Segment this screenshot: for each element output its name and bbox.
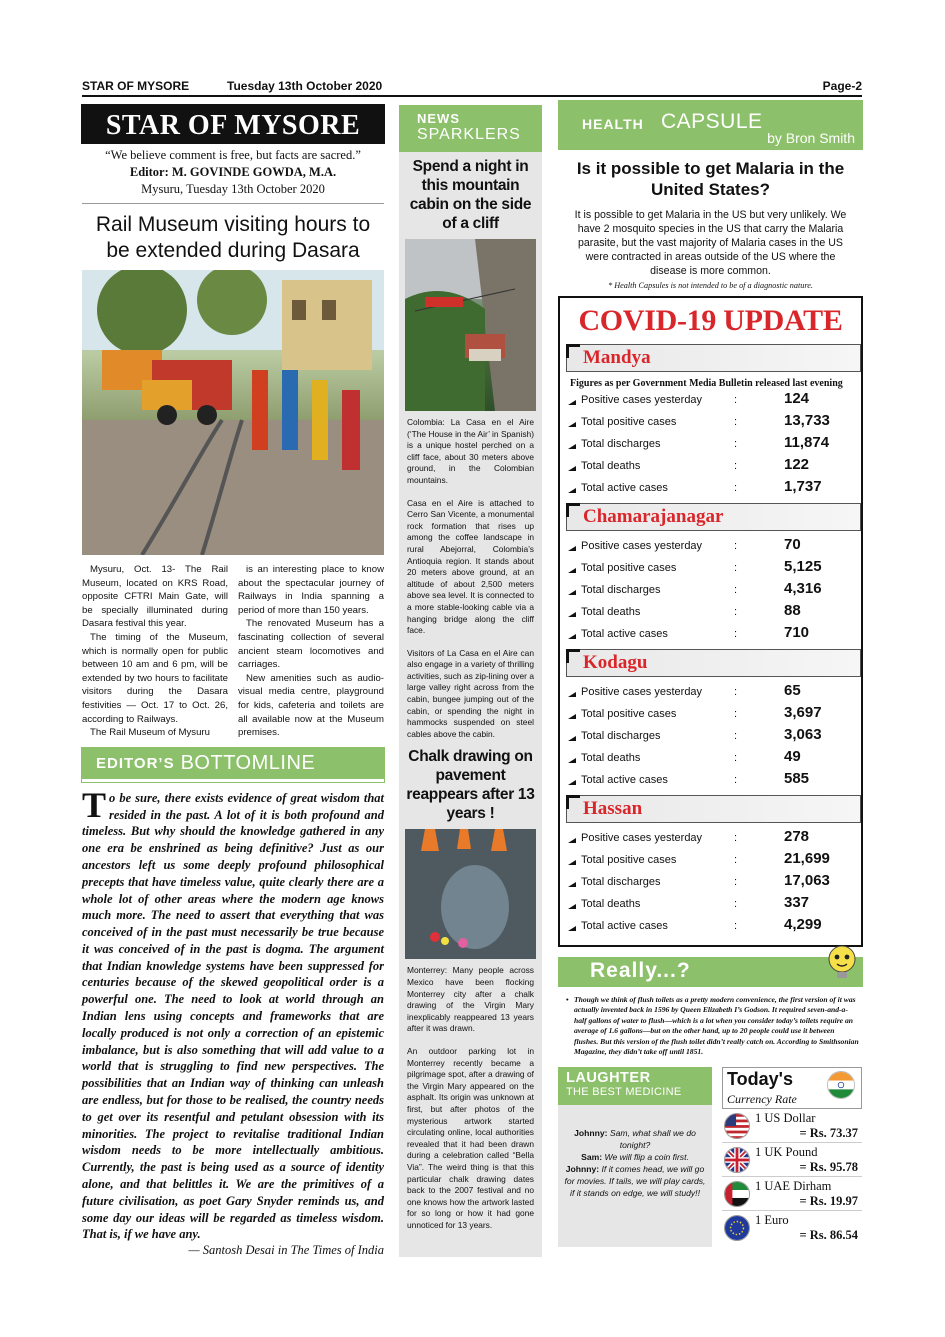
triangle-bullet-icon [568,586,576,595]
stat-separator: : [734,438,738,450]
page-number: Page-2 [822,79,862,93]
lead-para: Mysuru, Oct. 13- The Rail Museum, located on KRS Road, opposite CFTRI Main Gate, will be specially illuminated during Dasara festival this year. [82,564,228,630]
banner-bold: HEALTH [582,116,644,132]
stat-value: 49 [784,748,801,765]
stat-row [560,871,861,893]
stat-label: Positive cases yesterday [581,394,703,406]
district-name: Kodagu [583,652,648,673]
story-para: Casa en el Aire is attached to Cerro San Vicente, a monumental rock formation that rises up among the coffee landscape in rural Abejorral, Colombia’s Antioquia region. It stands about 20 meters above ground, at an altitude of about 2,500 meters above sea level. It is connected to a more stable-looking cable via a hanging bridge along the cliff face. [407,497,534,636]
stat-value: 4,299 [784,916,822,933]
story-para: Visitors of La Casa en el Aire can also engage in a variety of thrilling activities, such as zip-lining over a large valley right across from the cabin, bungee jumping out of the cabin, or spending the night in hammocks suspended on steel cables above the cabin. [407,647,534,739]
stat-value: 124 [784,390,810,407]
editorial-body: o be sure, there exists evidence of great wisdom that resided in the past. A lot of it is both profound and timeless. But why should the knowledge gathered in any one era be enshrined as being definitive? Just as our ancestors left us some deeply profound philosophical precepts that have timeless value, quite clearly there are a whole lot of other areas where the modern age knows much more. The need to assert that everything that was conceived of in the past must necessarily be true because it was conceived of in the past is dogma. The argument that Indian knowledge systems have been suppressed for centuries because of the skewed geopolitical order is a powerful one. The need to look at world through an Indian lens using concepts and frameworks that are locally produced is not only a correction of an epistemic imbalance, but is also something that will add value to a world that is struggling to find new perspectives. The possibilities that an Indian way of thinking can unleash are endless, but for those to be realised, the country needs to get over its resentful and petulant obsession with its minorities. The project to revitalise traditional Indian wisdom needs to be more intellectually ambitious. Currently, the past is being used as a source of identity alone, and that belittles it. We are the primitives of a future civilisation, as poet Gary Snyder reminds us, and some day our ideas will be regarded as timeless wisdom. That is, if we have any. [82,790,384,1242]
triangle-bullet-icon [568,754,576,763]
stat-label: Total positive cases [581,854,677,866]
currency-title: Today's [727,1069,793,1090]
column-news-sparklers [399,105,542,1257]
triangle-bullet-icon [568,856,576,865]
stat-row [560,433,861,455]
triangle-bullet-icon [568,418,576,427]
district-list [560,344,861,937]
triangle-bullet-icon [568,922,576,931]
triangle-bullet-icon [568,440,576,449]
triangle-bullet-icon [568,564,576,573]
currency-row [722,1177,862,1211]
stat-value: 65 [784,682,801,699]
currency-row [722,1143,862,1177]
triangle-bullet-icon [568,688,576,697]
currency-rate-box [722,1067,862,1245]
rail-museum-illustration [82,270,384,555]
stat-separator: : [734,628,738,640]
really-title: Really...? [590,959,691,982]
stat-row [560,623,861,645]
stat-row [560,849,861,871]
stat-row [560,915,861,937]
joke-speaker: Johnny: [565,1164,600,1175]
news-sparklers-banner [399,105,542,152]
stat-label: Total discharges [581,730,661,742]
editor-line: Editor: M. GOVINDE GOWDA, M.A. [129,165,337,179]
district-block [560,649,861,791]
banner-light: CAPSULE [661,110,763,133]
stat-separator: : [734,482,738,494]
stat-label: Total discharges [581,438,661,450]
stat-label: Total deaths [581,460,641,472]
health-question: Is it possible to get Malaria in the United States? [576,159,845,199]
stat-row [560,535,861,557]
stat-value: 1,737 [784,478,822,495]
story2-headline: Chalk drawing on pavement reappears after 13 years ! [406,748,535,823]
stat-value: 585 [784,770,810,787]
joke-speaker: Sam: [581,1152,603,1163]
triangle-bullet-icon [568,396,576,405]
currency-value: = Rs. 73.37 [799,1126,858,1141]
triangle-bullet-icon [568,484,576,493]
stat-label: Total active cases [581,774,668,786]
editors-bottomline-banner [82,748,384,782]
joke-line: If it comes head, we will go for movies. If tails, we will play cards, if it stands on edge, we will study!! [564,1164,706,1199]
motto: “We believe comment is free, but facts are sacred.” [105,148,361,162]
stat-separator: : [734,752,738,764]
stat-value: 3,697 [784,704,822,721]
currency-name: 1 UK Pound [755,1145,818,1160]
stat-row [560,681,861,703]
uae-flag-icon [724,1181,750,1207]
currency-name: 1 UAE Dirham [755,1179,832,1194]
stat-label: Total active cases [581,628,668,640]
stat-separator: : [734,730,738,742]
stat-label: Total discharges [581,584,661,596]
stat-value: 278 [784,828,810,845]
issue-date: Tuesday 13th October 2020 [227,79,383,93]
banner-light: SPARKLERS [417,126,521,143]
stat-label: Total positive cases [581,562,677,574]
triangle-bullet-icon [568,834,576,843]
stat-value: 88 [784,602,801,619]
district-block [560,795,861,937]
stat-value: 11,874 [784,434,830,451]
stat-separator: : [734,584,738,596]
stat-label: Total positive cases [581,416,677,428]
currency-row [722,1211,862,1245]
triangle-bullet-icon [568,630,576,639]
stat-label: Total active cases [581,482,668,494]
currency-row [722,1109,862,1143]
dateline: Mysuru, Tuesday 13th October 2020 [141,182,325,196]
covid-update-box [558,296,863,947]
district-name: Mandya [583,347,651,368]
lead-body [82,563,384,740]
cliff-cabin-illustration [405,239,536,411]
currency-name: 1 US Dollar [755,1111,816,1126]
stat-separator: : [734,774,738,786]
lead-para: The renovated Museum has a fascinating collection of several ancient steam locomotives and carriages. [238,618,384,671]
masthead-title: STAR OF MYSORE [82,105,384,143]
district-header [566,344,861,372]
health-capsule-banner [558,100,863,150]
really-text: • Though we think of flush toilets as a pretty modern convenience, the first version of it was actually invented back in 1596 by Queen Elizabeth I’s Godson. It required seven-and-a-half gallons of water to flush—which is a lot when you consider today’s toilets require an average of 1.6 gallons—but on the other hand, up to 20 people could use it between flushes. But this version of the flush toilet didn’t really catch on. According to Smithsonian Magazine, they didn’t take off until 1851. [566,995,859,1057]
stat-separator: : [734,606,738,618]
stat-value: 4,316 [784,580,822,597]
corner-mark [566,795,580,809]
stat-label: Positive cases yesterday [581,832,703,844]
lightbulb-icon [825,943,859,983]
stat-separator: : [734,416,738,428]
stat-label: Total discharges [581,876,661,888]
story1-body [399,411,542,740]
joke-speaker: Johnny: [574,1128,608,1139]
stat-value: 70 [784,536,801,553]
bulletin-note: Figures as per Government Media Bulletin released last evening [570,378,843,389]
covid-title: COVID-19 UPDATE [578,304,843,337]
stat-value: 21,699 [784,850,830,867]
stat-row [560,477,861,499]
triangle-bullet-icon [568,542,576,551]
stat-label: Positive cases yesterday [581,540,703,552]
stat-separator: : [734,540,738,552]
stat-label: Total deaths [581,898,641,910]
stat-separator: : [734,854,738,866]
lead-para: The timing of the Museum, which is normally open for public between 10 am and 6 pm, will be extended by two hours to facilitate visitors during the Dasara festivities — Oct. 17 to Oct. 26, according to Railways. [82,631,228,725]
stat-value: 122 [784,456,810,473]
stat-label: Total active cases [581,920,668,932]
column-right [558,100,863,1257]
stat-separator: : [734,876,738,888]
us-flag-icon [724,1113,750,1139]
stat-separator: : [734,686,738,698]
joke-line: Sam, what shall we do tonight? [609,1128,696,1151]
triangle-bullet-icon [568,608,576,617]
stat-row [560,725,861,747]
banner-bold: EDITOR’S [96,754,175,772]
story-para: Monterrey: Many people across Mexico have been flocking Monterrey city after a chalk drawing of the Virgin Mary inexplicably reappeared 13 years after it was drawn. [407,965,534,1034]
lead-column-b [238,563,384,740]
currency-subtitle: Currency Rate [727,1092,797,1107]
stat-value: 710 [784,624,810,641]
stat-label: Total deaths [581,606,641,618]
story-para: Colombia: La Casa en el Aire (‘The House in the Air’ in Spanish) is a unique hostel perched on a cliff face, about 30 meters above ground, in the Colombian mountains. [407,417,534,485]
uk-flag-icon [724,1147,750,1173]
india-flag-icon [827,1071,855,1099]
health-answer: It is possible to get Malaria in the US but very unlikely. We have 2 mosquito species in the US that carry the Malaria parasite, but the vast majority of Malaria cases in the US were contracted in areas outside of the US where the disease is more common. [574,209,847,277]
chalk-drawing-illustration [405,829,536,959]
stat-label: Positive cases yesterday [581,686,703,698]
lead-para: is an interesting place to know about the spectacular journey of Railways in India spanning a period of more than 150 years. [238,564,384,616]
district-name: Hassan [583,798,643,819]
masthead-info [82,147,384,198]
laughter-box [558,1067,712,1247]
stat-row [560,411,861,433]
story-para: An outdoor parking lot in Monterrey recently became a pilgrimage spot, after a drawing of the Virgin Mary appeared on the asphalt. Its origin was unknown at first, but after photos of the mysterious artwork started circulating online, local authorities revealed that it had been drawn during a celebration called “Bella Via”. The weird thing is that this particular chalk drawing dates back to the 2007 festival and no one knows how the artwork lasted for so long or how it had gone unnoticed for 13 years. [407,1046,534,1230]
divider [82,203,384,204]
stat-value: 337 [784,894,810,911]
stat-value: 5,125 [784,558,822,575]
editorial-credit: — Santosh Desai in The Times of India [188,1243,384,1258]
banner-bold: NEWS [417,111,460,126]
stat-row [560,703,861,725]
district-header [566,503,861,531]
triangle-bullet-icon [568,878,576,887]
story2-body [399,959,542,1231]
triangle-bullet-icon [568,900,576,909]
lead-para: The Rail Museum of Mysuru [90,727,210,739]
stat-value: 13,733 [784,412,830,429]
stat-row [560,893,861,915]
lead-column-a [82,563,228,740]
stat-row [560,747,861,769]
currency-value: = Rs. 19.97 [799,1194,858,1209]
currency-value: = Rs. 95.78 [799,1160,858,1175]
stat-label: Total positive cases [581,708,677,720]
cliff-cabin-photo [405,239,536,411]
triangle-bullet-icon [568,776,576,785]
stat-value: 3,063 [784,726,822,743]
triangle-bullet-icon [568,710,576,719]
district-block [560,344,861,499]
joke-line: We will flip a coin first. [604,1152,689,1163]
stat-row [560,557,861,579]
stat-separator: : [734,460,738,472]
district-header [566,649,861,677]
eu-flag-icon [724,1215,750,1241]
story1-headline: Spend a night in this mountain cabin on the side of a cliff [409,158,532,232]
rail-museum-photo [82,270,384,555]
stat-separator: : [734,920,738,932]
byline: by Bron Smith [767,130,855,146]
district-block [560,503,861,645]
banner-light: BOTTOMLINE [180,751,316,774]
column-left [82,105,384,1258]
stat-row [560,827,861,849]
stat-separator: : [734,394,738,406]
triangle-bullet-icon [568,462,576,471]
drop-cap: T [82,784,107,825]
stat-separator: : [734,898,738,910]
banner-light: THE BEST MEDICINE [566,1086,682,1099]
stat-row [560,579,861,601]
currency-header [722,1067,862,1109]
stat-label: Total deaths [581,752,641,764]
page-header [82,77,862,97]
stat-row [560,389,861,411]
triangle-bullet-icon [568,732,576,741]
stat-row [560,455,861,477]
health-note: * Health Capsules is not intended to be of a diagnostic nature. [608,281,813,290]
currency-value: = Rs. 86.54 [799,1228,858,1243]
stat-row [560,601,861,623]
stat-separator: : [734,708,738,720]
lead-para: New amenities such as audio-visual media centre, playground for kids, cafeteria and toilets are all available now at the Museum premises. [238,672,384,739]
corner-mark [566,649,580,663]
stat-separator: : [734,562,738,574]
district-header [566,795,861,823]
joke-text [558,1105,712,1199]
editorial-text [82,784,384,1244]
laughter-banner [558,1067,712,1105]
corner-mark [566,503,580,517]
really-banner [558,957,863,987]
currency-name: 1 Euro [755,1213,789,1228]
banner-bold: LAUGHTER [566,1070,651,1087]
stat-value: 17,063 [784,872,830,889]
stat-separator: : [734,832,738,844]
lead-headline: Rail Museum visiting hours to be extended during Dasara [95,213,371,262]
corner-mark [566,344,580,358]
stat-row [560,769,861,791]
district-name: Chamarajanagar [583,506,724,527]
bottom-section [558,1067,863,1257]
paper-name: STAR OF MYSORE [82,79,190,93]
chalk-drawing-photo [405,829,536,959]
